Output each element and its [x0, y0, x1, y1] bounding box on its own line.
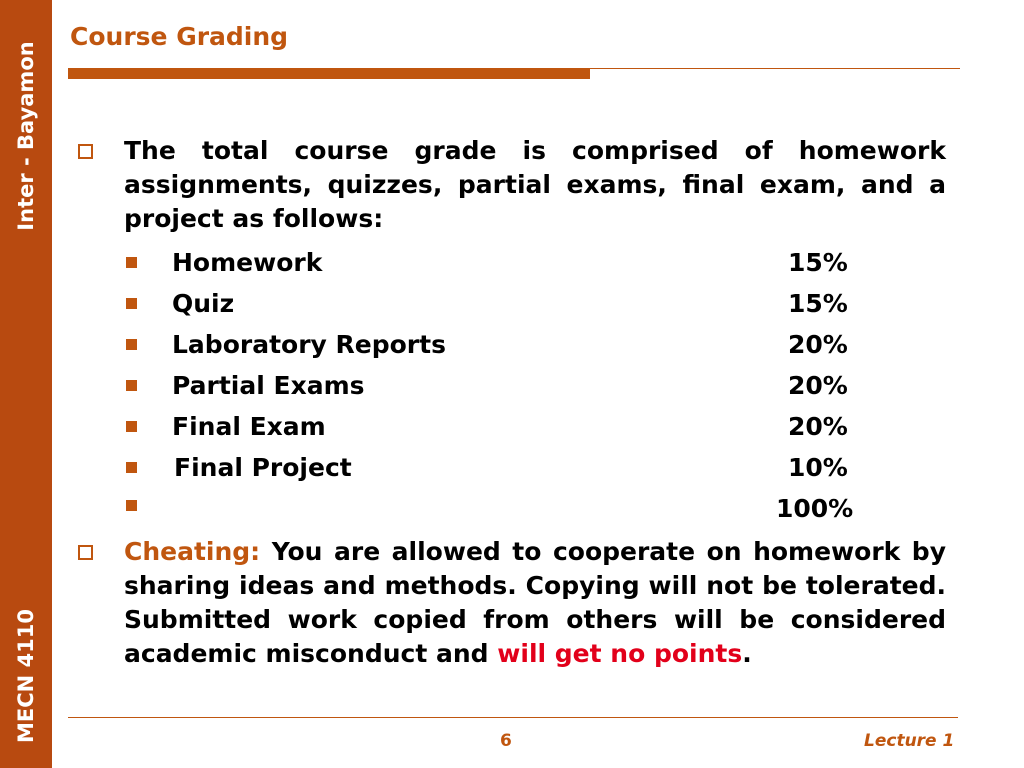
footer-rule	[68, 717, 958, 718]
cheating-paragraph	[78, 535, 946, 671]
grade-item	[126, 447, 946, 488]
square-bullet-icon	[126, 298, 137, 309]
grade-name: Laboratory Reports	[172, 330, 446, 359]
title-underline	[68, 68, 590, 79]
grade-item	[126, 324, 946, 365]
grade-percent: 15%	[788, 289, 848, 318]
cheating-end: .	[742, 639, 752, 668]
square-bullet-icon	[126, 462, 137, 473]
grade-name: Quiz	[172, 289, 235, 318]
grade-percent: 15%	[788, 248, 848, 277]
grade-total-percent: 100%	[776, 494, 854, 523]
grade-item	[126, 242, 946, 283]
grade-item	[126, 406, 946, 447]
intro-text: The total course grade is comprised of homework assignments, quizzes, partial exams, final exam, and a project as follows:	[124, 136, 946, 233]
grade-list	[126, 242, 946, 529]
cheating-label: Cheating:	[124, 537, 261, 566]
grade-name: Final Exam	[172, 412, 326, 441]
grade-percent: 20%	[788, 371, 848, 400]
title-rule	[590, 68, 960, 69]
page-number: 6	[500, 731, 512, 751]
square-bullet-icon	[126, 339, 137, 350]
grade-percent: 20%	[788, 330, 848, 359]
cheating-text: You are allowed to cooperate on homework by sharing ideas and methods. Copying will not be tolerated. Submitted work copied from others will be considered academic misconduct and	[124, 537, 946, 668]
slide-title: Course Grading	[70, 22, 289, 51]
sidebar-course-code: MECN 4110	[14, 609, 38, 743]
square-bullet-icon	[126, 257, 137, 268]
lecture-label: Lecture 1	[864, 731, 955, 751]
grade-percent: 10%	[788, 453, 848, 482]
hollow-square-bullet-icon	[78, 144, 93, 159]
slide-content	[78, 134, 946, 671]
sidebar	[0, 0, 52, 768]
sidebar-top-label: Inter - Bayamon	[14, 41, 38, 231]
grade-name: Homework	[172, 248, 323, 277]
grade-percent: 20%	[788, 412, 848, 441]
cheating-emphasis: will get no points	[497, 639, 743, 668]
grade-item	[126, 365, 946, 406]
square-bullet-icon	[126, 421, 137, 432]
intro-paragraph	[78, 134, 946, 236]
grade-total-item	[126, 488, 946, 529]
grade-item	[126, 283, 946, 324]
square-bullet-icon	[126, 380, 137, 391]
square-bullet-icon	[126, 500, 137, 511]
hollow-square-bullet-icon	[78, 545, 93, 560]
grade-name: Partial Exams	[172, 371, 365, 400]
grade-name: Final Project	[174, 453, 352, 482]
